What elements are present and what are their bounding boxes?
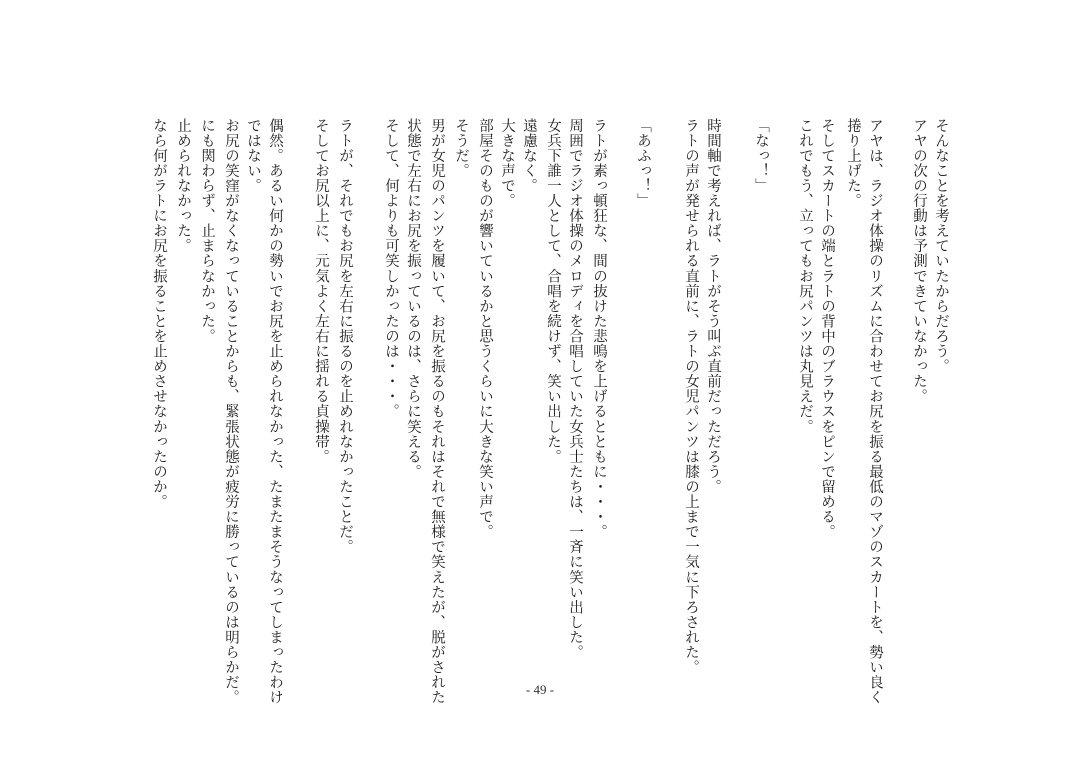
text-line: 周囲でラジオ体操のメロディを合唱していた女兵士たちは、一斉に笑い出した。 — [567, 118, 583, 660]
text-line: そしてスカートの端とラトの背中のブラウスをピンで留める。 — [819, 118, 835, 540]
text-line: お尻の笑窪がなくなっていることからも、緊張状態が疲労に勝っているのは明らかだ。 — [223, 118, 239, 705]
text-line: そして、何よりも可笑しかったのは・・・。 — [383, 118, 399, 419]
dialogue-line: 「なっ！」 — [753, 118, 769, 194]
text-line: 部屋そのものが響いているかと思うくらいに大きな笑い声で。 — [477, 118, 493, 540]
text-line: ではない。 — [245, 118, 261, 194]
text-line: ラトが、それでもお尻を左右に振るのを止めれなかったことだ。 — [337, 118, 353, 555]
text-line: ラトが素っ頓狂な、間の抜けた悲鳴を上げるとともに・・・。 — [591, 118, 607, 540]
text-line: アヤの次の行動は予測できていなかった。 — [911, 118, 927, 404]
text-line: そうだ。 — [453, 118, 469, 179]
text-line: 男が女児のパンツを履いて、お尻を振るのもそれはそれで無様で笑えたが、脱がされた — [429, 118, 445, 705]
text-line: ラトの声が発せられる直前に、ラトの女児パンツは膝の上まで一気に下ろされた。 — [683, 118, 699, 675]
page-number: - 49 - — [525, 682, 555, 697]
text-line: 偶然。あるい何かの勢いでお尻を止められなかった、たまたまそうなってしまったわけ — [267, 118, 283, 705]
text-line: 止められなかった。 — [175, 118, 191, 254]
text-line: これでもう、立ってもお尻パンツは丸見えだ。 — [797, 118, 813, 435]
text-line: アヤは、ラジオ体操のリズムに合わせてお尻を振る最低のマゾのスカートを、勢い良く — [867, 118, 883, 705]
text-line: なら何がラトにお尻を振ることを止めさせなかったのか。 — [151, 118, 167, 510]
text-line: 状態で左右にお尻を振っているのは、さらに笑える。 — [405, 118, 421, 480]
text-line: 大きな声で。 — [499, 118, 515, 209]
text-line: にも関わらず、止まらなかった。 — [199, 118, 215, 344]
text-line: そしてお尻以上に、元気よく左右に揺れる貞操帯。 — [313, 118, 329, 465]
text-line: 捲り上げた。 — [845, 118, 861, 209]
dialogue-line: 「あふっ！」 — [635, 118, 651, 209]
text-line: 時間軸で考えれば、ラトがそう叫ぶ直前だっただろう。 — [705, 118, 721, 495]
text-line: そんなことを考えていたからだろう。 — [933, 118, 949, 374]
text-line: 遠慮なく。 — [521, 118, 537, 194]
text-line: 女兵下誰一人として、合唱を続けず、笑い出した。 — [545, 118, 561, 465]
